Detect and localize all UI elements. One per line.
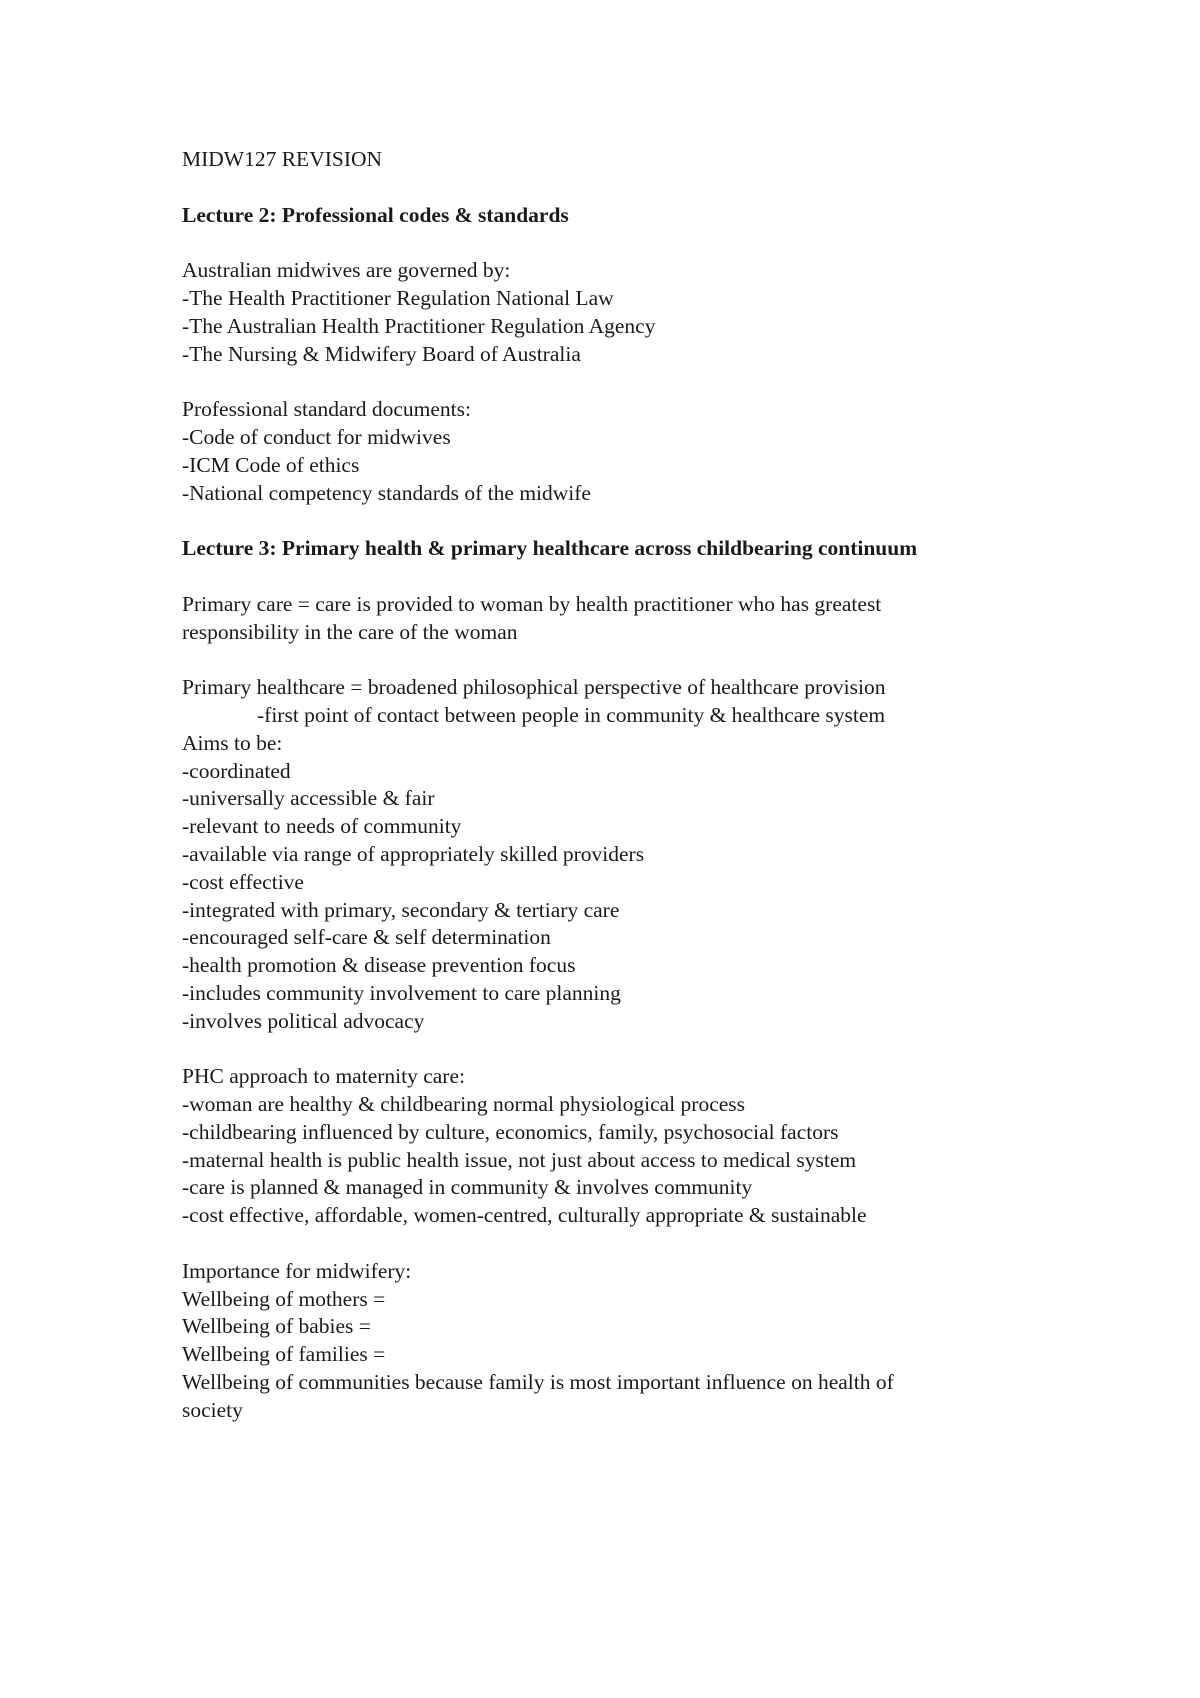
list-item: -health promotion & disease prevention focus — [182, 953, 576, 978]
list-item: society — [182, 1397, 243, 1422]
primary-care-definition-cont: responsibility in the care of the woman — [182, 619, 518, 644]
spacer — [182, 174, 1142, 202]
spacer — [182, 646, 1142, 674]
list-item: -available via range of appropriately skilled providers — [182, 841, 645, 866]
list-item: -care is planned & managed in community & involves community — [182, 1175, 753, 1200]
list-item: Wellbeing of families = — [182, 1342, 386, 1367]
spacer — [182, 563, 1142, 591]
list-item: -relevant to needs of community — [182, 814, 462, 839]
phc-intro: PHC approach to maternity care: — [182, 1064, 465, 1089]
list-item: -maternal health is public health issue, not just about access to medical system — [182, 1147, 857, 1172]
importance-intro: Importance for midwifery: — [182, 1258, 412, 1283]
list-item: -integrated with primary, secondary & tertiary care — [182, 897, 620, 922]
list-item: -coordinated — [182, 758, 291, 783]
list-item: -cost effective, affordable, women-centred, culturally appropriate & sustainable — [182, 1203, 867, 1228]
list-item: -National competency standards of the midwife — [182, 480, 591, 505]
list-item: -Code of conduct for midwives — [182, 424, 451, 449]
spacer — [182, 1036, 1142, 1064]
lecture-2-section — [182, 202, 1142, 536]
document-title: MIDW127 REVISION — [182, 147, 383, 171]
primary-healthcare-definition: Primary healthcare = broadened philosophical perspective of healthcare provision — [182, 675, 886, 700]
list-item: -ICM Code of ethics — [182, 452, 360, 477]
spacer — [182, 229, 1142, 257]
document-page — [182, 146, 1142, 1425]
list-item: -includes community involvement to care planning — [182, 980, 621, 1005]
list-item: -cost effective — [182, 869, 304, 894]
list-item: -woman are healthy & childbearing normal physiological process — [182, 1092, 746, 1117]
primary-care-definition: Primary care = care is provided to woman by health practitioner who has greatest — [182, 591, 882, 616]
list-item: -The Health Practitioner Regulation National Law — [182, 285, 614, 310]
list-item: Wellbeing of communities because family is most important influence on health of — [182, 1370, 894, 1395]
list-item: -encouraged self-care & self determination — [182, 925, 551, 950]
lecture-2-heading: Lecture 2: Professional codes & standards — [182, 202, 569, 227]
spacer — [182, 368, 1142, 396]
list-item: -universally accessible & fair — [182, 786, 435, 811]
list-item: -The Australian Health Practitioner Regulation Agency — [182, 313, 656, 338]
spacer — [182, 1230, 1142, 1258]
aims-intro: Aims to be: — [182, 730, 283, 755]
list-item: -The Nursing & Midwifery Board of Australia — [182, 341, 581, 366]
list-item: -childbearing influenced by culture, economics, family, psychosocial factors — [182, 1119, 839, 1144]
governed-intro: Australian midwives are governed by: — [182, 258, 511, 283]
primary-healthcare-detail: -first point of contact between people in community & healthcare system — [257, 702, 886, 727]
list-item: Wellbeing of babies = — [182, 1314, 371, 1339]
standards-intro: Professional standard documents: — [182, 397, 472, 422]
lecture-3-heading: Lecture 3: Primary health & primary healthcare across childbearing continuum — [182, 536, 918, 561]
lecture-3-section — [182, 535, 1142, 1425]
spacer — [182, 507, 1142, 535]
list-item: Wellbeing of mothers = — [182, 1286, 386, 1311]
list-item: -involves political advocacy — [182, 1008, 425, 1033]
